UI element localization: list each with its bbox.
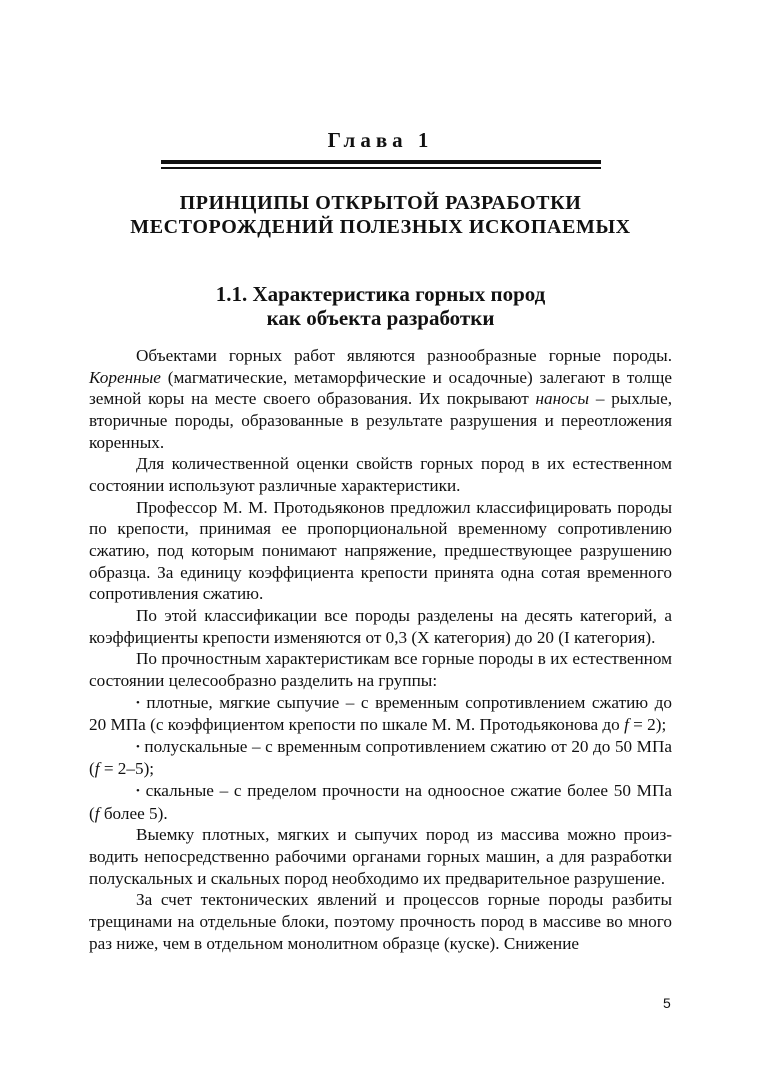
list-item-text-a: полускальные – с временным сопротивлением сжатию от 20 до 50 МПа ( [89, 736, 672, 779]
body-text [89, 345, 672, 954]
list-item-text-a: плотные, мягкие сыпучие – с временным сопротивлением сжатию до 20 МПа (с коэффициентом крепости по шкале М. М. Протодьяконова до [89, 692, 673, 735]
section-heading-line1: 1.1. Характеристика горных пород [215, 282, 546, 306]
term-korennye: Коренные [89, 367, 161, 387]
paragraph-6: Выемку плотных, мягких и сыпучих пород из массива можно производить непосредственно рабочими органами горных машин, а для разработки полускальных и скальных пород необходимо их предварительное разрушение. [89, 825, 672, 888]
chapter-title-line1: ПРИНЦИПЫ ОТКРЫТОЙ РАЗРАБОТКИ [179, 192, 582, 214]
section-heading-line2: как объекта разработки [266, 306, 495, 330]
paragraph-1-text-c: – рыхлые, вторичные породы, образованные в результате разрушения и переотложения коренных. [89, 389, 672, 452]
paragraph-7: За счет тектонических явлений и процессов горные породы разбиты трещинами на отдельные блоки, поэтому прочность пород в массиве во много раз ниже, чем в отдельном монолитном образце (куске). Снижение [89, 890, 672, 953]
chapter-title [89, 191, 672, 239]
chapter-heading: Глава 1 [327, 128, 434, 152]
term-nanosy: наносы [535, 389, 590, 409]
section-heading [89, 282, 672, 330]
bullet-icon: • [136, 740, 140, 753]
paragraph-2: Для количественной оценки свойств горных пород в их естественном состоянии используют различные характеристики. [89, 454, 672, 495]
symbol-f: f [624, 715, 629, 735]
paragraph-3: Профессор М. М. Протодьяконов предложил классифицировать породы по крепости, принимая ее пропорциональной временному сопротивлению сжатию, под которым понимают напряжение, предшествующее разрушению образца. За единицу коэффициента крепости принята одна сотая временного сопротивления сжатию. [89, 497, 672, 604]
list-item-text-b: = 2); [633, 715, 667, 735]
symbol-f: f [94, 803, 100, 823]
bullet-icon: • [136, 696, 140, 709]
paragraph-4: По этой классификации все породы разделены на десять категорий, а коэффициенты крепости изменяются от 0,3 (X категория) до 20 (I категория). [89, 605, 672, 647]
paragraph-1 [89, 345, 672, 453]
paragraph-5: По прочностным характеристикам все горные породы в их естественном состоянии целесообразно разделить на группы: [89, 649, 672, 690]
bullet-icon: • [136, 785, 140, 798]
list-item-text-b: более 5). [103, 803, 168, 823]
heading-rule-thin [161, 167, 601, 169]
list-item-dense-rocks [89, 692, 672, 736]
page-number: 5 [663, 995, 671, 1011]
paragraph-1-text-a: Объектами горных работ являются разнообразные горные породы. [136, 346, 672, 365]
list-item-rock [89, 780, 672, 824]
paragraph-1-text-b: (магматические, метаморфические и осадочные) залегают в толще земной коры на месте своего образования. Их покрывают [89, 367, 673, 409]
list-item-semirock [89, 736, 672, 780]
list-item-text-a: скальные – с пределом прочности на одноосное сжатие более 50 МПа ( [89, 781, 673, 823]
list-item-text-b: = 2–5); [103, 759, 155, 779]
heading-rule-thick [161, 160, 601, 164]
symbol-f: f [94, 759, 100, 779]
chapter-title-line2: МЕСТОРОЖДЕНИЙ ПОЛЕЗНЫХ ИСКОПАЕМЫХ [130, 216, 631, 238]
